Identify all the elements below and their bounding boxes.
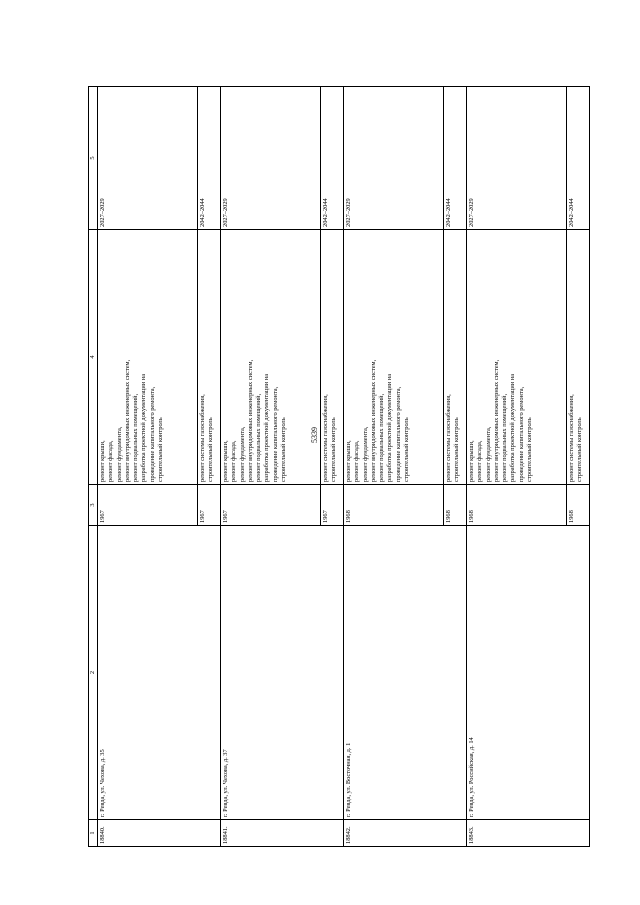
row-year: 1967 [98,485,198,526]
row-period-2: 2042–2044 [198,87,221,230]
row-period: 2027–2029 [98,87,198,230]
row-period: 2027–2029 [344,87,444,230]
header-col-1: 1 [89,820,98,847]
row-period-2: 2042–2044 [321,87,344,230]
row-year-2: 1968 [444,485,467,526]
row-works-2: ремонт системы газоснабжения, строительный контроль [321,230,344,485]
table-row [344,87,444,847]
header-col-5: 5 [89,87,98,230]
row-address: г. Ревда, ул. Чехова, д. 37 [221,526,344,820]
row-period: 2027–2029 [467,87,567,230]
row-address: г. Ревда, ул. Российская, д. 14 [467,526,590,820]
header-col-4: 4 [89,230,98,485]
row-works: ремонт крыши, ремонт фасада, ремонт фундамента, ремонт внутридомовых инженерных систем, ремонт подвальных помещений, разработка проектной документации на проведение капитального ремонта, строительный контроль [221,230,321,485]
row-year-2: 1968 [567,485,590,526]
page-number: 5339 [310,427,319,443]
row-year: 1968 [467,485,567,526]
row-period: 2027–2029 [221,87,321,230]
row-works: ремонт крыши, ремонт фасада, ремонт фундамента, ремонт внутридомовых инженерных систем, ремонт подвальных помещений, разработка проектной документации на проведение капитального ремонта, строительный контроль [344,230,444,485]
row-address: г. Ревда, ул. Чехова, д. 35 [98,526,221,820]
table-row [98,87,198,847]
header-col-2: 2 [89,526,98,820]
row-works-2: ремонт системы газоснабжения, строительный контроль [198,230,221,485]
row-works-2: ремонт системы газоснабжения, строительный контроль [567,230,590,485]
rotated-table-container [88,87,600,847]
row-number: 18841. [221,820,344,847]
row-number: 18840. [98,820,221,847]
row-works: ремонт крыши, ремонт фасада, ремонт фундамента, ремонт внутридомовых инженерных систем, ремонт подвальных помещений, разработка проектной документации на проведение капитального ремонта, строительный контроль [98,230,198,485]
header-col-3: 3 [89,485,98,526]
row-year: 1967 [221,485,321,526]
table-row [467,87,567,847]
row-year-2: 1967 [198,485,221,526]
row-number: 18842. [344,820,467,847]
header-row [89,87,98,847]
table-row [221,87,321,847]
row-year: 1968 [344,485,444,526]
row-period-2: 2042–2044 [567,87,590,230]
row-period-2: 2042–2044 [444,87,467,230]
row-address: г. Ревда, ул. Восточная, д. 1 [344,526,467,820]
row-number: 18843. [467,820,590,847]
row-works-2: ремонт системы газоснабжения, строительный контроль [444,230,467,485]
repair-schedule-table [88,86,590,847]
row-works: ремонт крыши, ремонт фасада, ремонт фундамента, ремонт внутридомовых инженерных систем, ремонт подвальных помещений, разработка проектной документации на проведение капитального ремонта, строительный контроль [467,230,567,485]
row-year-2: 1967 [321,485,344,526]
